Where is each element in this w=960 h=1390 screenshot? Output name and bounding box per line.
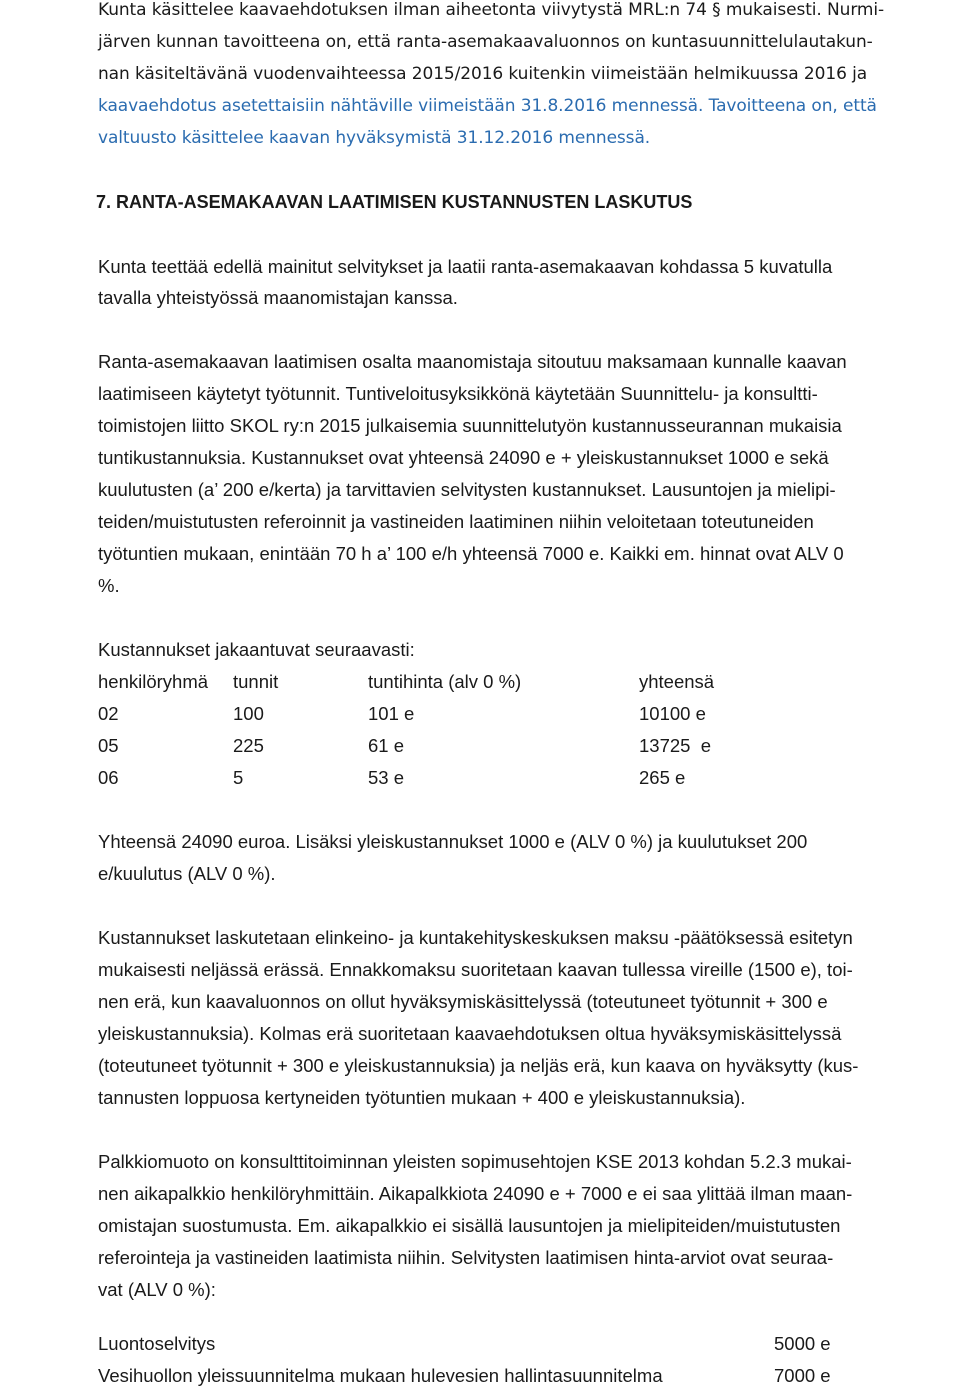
text-line: nan käsiteltävänä vuodenvaihteessa 2015/2016 kuitenkin viimeistään helmikuussa 2016 ja: [98, 64, 868, 84]
table-intro: Kustannukset jakaantuvat seuraavasti:: [98, 639, 415, 660]
column-header: yhteensä: [639, 671, 715, 692]
estimate-value: 5000 e: [774, 1333, 831, 1354]
text-line: Kustannukset laskutetaan elinkeino- ja kuntakehityskeskuksen maksu -päätöksessä esitetyn: [98, 927, 853, 948]
column-header: tunnit: [233, 671, 279, 692]
text-line: omistajan suostumusta. Em. aikapalkkio ei sisällä lausuntojen ja mielipiteiden/muistutusten: [98, 1215, 841, 1236]
text-line: toimistojen liitto SKOL ry:n 2015 julkaisemia suunnittelutyön kustannusseurannan mukaisia: [98, 415, 842, 436]
column-header: henkilöryhmä: [98, 671, 209, 692]
text-line: tavalla yhteistyössä maanomistajan kanssa.: [98, 287, 458, 308]
text-line: yleiskustannuksia). Kolmas erä suoritetaan kaavaehdotuksen oltua hyväksymiskäsittelyssä: [98, 1023, 842, 1044]
text-line: teiden/muistutusten referoinnit ja vastineiden laatiminen niihin veloitetaan toteutuneiden: [98, 511, 814, 532]
table-cell: 13725 e: [639, 735, 712, 756]
table-cell: 101 e: [368, 703, 415, 724]
text-line: nen aikapalkkio henkilöryhmittäin. Aikapalkkiota 24090 e + 7000 e ei saa ylittää ilman maan-: [98, 1183, 853, 1204]
text-line: kuulutusten (a’ 200 e/kerta) ja tarvittavien selvitysten kustannukset. Lausuntojen ja mielipi-: [98, 479, 836, 500]
text-line: työtuntien mukaan, enintään 70 h a’ 100 e/h yhteensä 7000 e. Kaikki em. hinnat ovat ALV 0: [98, 543, 844, 564]
table-cell: 02: [98, 703, 119, 724]
text-line: laatimiseen käytetyt työtunnit. Tuntiveloitusyksikkönä käytetään Suunnittelu- ja konsultti-: [98, 383, 818, 404]
table-cell: 5: [233, 767, 244, 788]
estimate-label: Vesihuollon yleissuunnitelma mukaan hulevesien hallintasuunnitelma: [98, 1365, 663, 1386]
table-cell: 100: [233, 703, 264, 724]
text-line: Yhteensä 24090 euroa. Lisäksi yleiskustannukset 1000 e (ALV 0 %) ja kuulutukset 200: [98, 831, 808, 852]
text-line: valtuusto käsittelee kaavan hyväksymistä 31.12.2016 mennessä.: [98, 128, 651, 148]
text-line: tannusten loppuosa kertyneiden työtuntien mukaan + 400 e yleiskustannuksia).: [98, 1087, 746, 1108]
table-cell: 225: [233, 735, 264, 756]
text-line: vat (ALV 0 %):: [98, 1279, 216, 1300]
text-line: nen erä, kun kaavaluonnos on ollut hyväksymiskäsittelyssä (toteutuneet työtunnit + 300 e: [98, 991, 828, 1012]
table-cell: 53 e: [368, 767, 405, 788]
text-line: tuntikustannuksia. Kustannukset ovat yhteensä 24090 e + yleiskustannukset 1000 e sekä: [98, 447, 829, 468]
text-segment: kaavaehdotus asetettaisiin nähtäville viimeistään 31.8.2016 mennessä.: [98, 96, 704, 116]
text-line: Ranta-asemakaavan laatimisen osalta maanomistaja sitoutuu maksamaan kunnalle kaavan: [98, 351, 847, 372]
section-heading: 7. RANTA-ASEMAKAAVAN LAATIMISEN KUSTANNUSTEN LASKUTUS: [96, 192, 693, 212]
text-line: mukaisesti neljässä erässä. Ennakkomaksu suoritetaan kaavan tullessa vireille (1500 e), toi-: [98, 959, 853, 980]
table-cell: 06: [98, 767, 119, 788]
text-line: Palkkiomuoto on konsulttitoiminnan yleisten sopimusehtojen KSE 2013 kohdan 5.2.3 mukai-: [98, 1151, 852, 1172]
estimate-value: 7000 e: [774, 1365, 831, 1386]
text-line: Kunta käsittelee kaavaehdotuksen ilman aiheetonta viivytystä MRL:n 74 § mukaisesti. Nurmi-: [98, 0, 885, 20]
column-header: tuntihinta (alv 0 %): [368, 671, 522, 692]
text-line: [98, 94, 877, 118]
text-line: järven kunnan tavoitteena on, että ranta-asemakaavaluonnos on kuntasuunnittelulautakun-: [98, 32, 873, 52]
text-segment: Tavoitteena on, että: [703, 96, 877, 116]
estimate-label: Luontoselvitys: [98, 1333, 216, 1354]
text-line: %.: [98, 575, 120, 596]
table-cell: 10100 e: [639, 703, 706, 724]
text-line: e/kuulutus (ALV 0 %).: [98, 863, 276, 884]
table-cell: 61 e: [368, 735, 405, 756]
text-line: Kunta teettää edellä mainitut selvitykset ja laatii ranta-asemakaavan kohdassa 5 kuvatulla: [98, 256, 833, 277]
table-cell: 05: [98, 735, 119, 756]
text-line: referointeja ja vastineiden laatimista niihin. Selvitysten laatimisen hinta-arviot ovat seuraa-: [98, 1247, 834, 1268]
text-line: (toteutuneet työtunnit + 300 e yleiskustannuksia) ja neljäs erä, kun kaava on hyväksytty (kus-: [98, 1055, 859, 1076]
table-cell: 265 e: [639, 767, 686, 788]
